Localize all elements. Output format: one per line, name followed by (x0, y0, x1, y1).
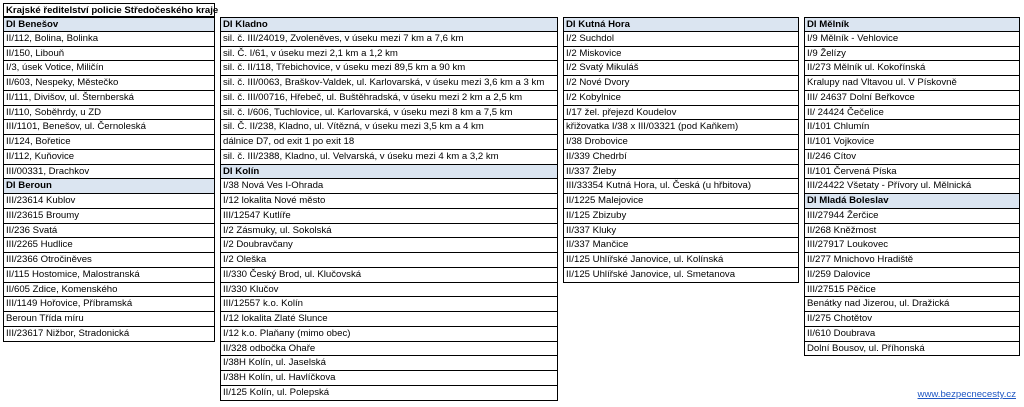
location-row: III/12547 Kutlíře (220, 209, 558, 224)
location-row: Dolní Bousov, ul. Příhonská (804, 342, 1020, 357)
location-row: sil. č. I/606, Tuchlovice, ul. Karlovarská, v úseku mezi 8 km a 7,5 km (220, 106, 558, 121)
location-row: II/101 Chlumín (804, 120, 1020, 135)
location-row: I/9 Želízy (804, 47, 1020, 62)
location-row: I/2 Suchdol (563, 32, 799, 47)
location-row: II/605 Zdice, Komenského (3, 283, 215, 298)
location-row: I/2 Kobylnice (563, 91, 799, 106)
location-row: I/38H Kolín, ul. Jaselská (220, 356, 558, 371)
location-row: I/38 Drobovice (563, 135, 799, 150)
location-row: II/337 Mančice (563, 238, 799, 253)
location-row: II/1225 Malejovice (563, 194, 799, 209)
location-row: III/23617 Nižbor, Stradonická (3, 327, 215, 342)
location-row: Benátky nad Jizerou, ul. Dražická (804, 297, 1020, 312)
location-row: II/111, Divišov, ul. Šternberská (3, 91, 215, 106)
location-row: II/236 Svatá (3, 224, 215, 239)
location-row: III/1149 Hořovice, Příbramská (3, 297, 215, 312)
location-row: II/277 Mnichovo Hradiště (804, 253, 1020, 268)
location-row: II/259 Dalovice (804, 268, 1020, 283)
location-row: I/9 Mělník - Vehlovice (804, 32, 1020, 47)
location-row: sil. č. III/24019, Zvoleněves, v úseku mezi 7 km a 7,6 km (220, 32, 558, 47)
location-row: sil. Č. II/238, Kladno, ul. Vítězná, v úseku mezi 3,5 km a 4 km (220, 120, 558, 135)
location-row: II/125 Zbizuby (563, 209, 799, 224)
location-row: I/2 Nové Dvory (563, 76, 799, 91)
location-row: III/27944 Žerčice (804, 209, 1020, 224)
location-row: II/ 24424 Čečelice (804, 106, 1020, 121)
location-row: II/273 Mělník ul. Kokořínská (804, 61, 1020, 76)
location-row: III/27917 Loukovec (804, 238, 1020, 253)
location-row: III/23614 Kublov (3, 194, 215, 209)
location-row: II/330 Klučov (220, 283, 558, 298)
location-row: II/115 Hostomice, Malostranská (3, 268, 215, 283)
district-header: DI Mělník (804, 17, 1020, 32)
district-header: DI Kutná Hora (563, 17, 799, 32)
location-row: II/610 Doubrava (804, 327, 1020, 342)
location-row: sil. Č. I/61, v úseku mezi 2,1 km a 1,2 km (220, 47, 558, 62)
location-row: II/275 Chotětov (804, 312, 1020, 327)
location-row: II/110, Soběhrdy, u ZD (3, 106, 215, 121)
location-row: II/337 Žleby (563, 165, 799, 180)
location-row: II/337 Kluky (563, 224, 799, 239)
location-row: I/3, úsek Votice, Miličín (3, 61, 215, 76)
location-row: II/101 Červená Píska (804, 165, 1020, 180)
district-header: DI Kolín (220, 165, 558, 180)
location-row: II/268 Kněžmost (804, 224, 1020, 239)
location-row: II/125 Uhlířské Janovice, ul. Kolínská (563, 253, 799, 268)
website-link[interactable]: www.bezpecnecesty.cz (917, 389, 1016, 400)
district-header: DI Mladá Boleslav (804, 194, 1020, 209)
location-row: dálnice D7, od exit 1 po exit 18 (220, 135, 558, 150)
location-row: Beroun Třída míru (3, 312, 215, 327)
location-row: I/38 Nová Ves I-Ohrada (220, 179, 558, 194)
location-row: sil. č. III/2388, Kladno, ul. Velvarská, v úseku mezi 4 km a 3,2 km (220, 150, 558, 165)
location-row: III/2265 Hudlice (3, 238, 215, 253)
location-row: II/328 odbočka Ohaře (220, 342, 558, 357)
location-row: III/ 24637 Dolní Beřkovce (804, 91, 1020, 106)
location-row: I/2 Zásmuky, ul. Sokolská (220, 224, 558, 239)
location-row: II/339 Chedrbí (563, 150, 799, 165)
column-kutna-hora (563, 17, 799, 283)
location-row: I/12 lokalita Nové město (220, 194, 558, 209)
location-row: II/150, Libouň (3, 47, 215, 62)
district-header: DI Beroun (3, 179, 215, 194)
location-row: sil. č. III/00716, Hřebeč, ul. Buštěhradská, v úseku mezi 2 km a 2,5 km (220, 91, 558, 106)
location-row: I/2 Svatý Mikuláš (563, 61, 799, 76)
location-row: III/27515 Pěčice (804, 283, 1020, 298)
column-benesov-beroun (3, 17, 215, 342)
location-row: I/12 k.o. Plaňany (mimo obec) (220, 327, 558, 342)
page-title: Krajské ředitelství policie Středočeského kraje (3, 3, 215, 17)
location-row: III/1101, Benešov, ul. Černoleská (3, 120, 215, 135)
location-row: II/125 Kolín, ul. Polepská (220, 386, 558, 401)
location-row: sil. č. III/0063, Braškov-Valdek, ul. Karlovarská, v úseku mezi 3,6 km a 3 km (220, 76, 558, 91)
location-row: I/12 lokalita Zlaté Slunce (220, 312, 558, 327)
location-row: I/2 Miskovice (563, 47, 799, 62)
location-row: I/2 Oleška (220, 253, 558, 268)
location-row: II/124, Bořetice (3, 135, 215, 150)
location-row: III/2366 Otročiněves (3, 253, 215, 268)
location-row: II/112, Kuňovice (3, 150, 215, 165)
location-row: III/12557 k.o. Kolín (220, 297, 558, 312)
location-row: III/24422 Všetaty - Přívory ul. Mělnická (804, 179, 1020, 194)
column-kladno-kolin (220, 17, 558, 401)
location-row: křižovatka I/38 x III/03321 (pod Kaňkem) (563, 120, 799, 135)
location-row: I/38H Kolín, ul. Havlíčkova (220, 371, 558, 386)
location-row: II/125 Uhlířské Janovice, ul. Smetanova (563, 268, 799, 283)
district-header: DI Benešov (3, 17, 215, 32)
location-row: III/00331, Drachkov (3, 165, 215, 180)
location-row: sil. č. II/118, Třebichovice, v úseku mezi 89,5 km a 90 km (220, 61, 558, 76)
location-row: Kralupy nad Vltavou ul. V Pískovně (804, 76, 1020, 91)
location-row: I/2 Doubravčany (220, 238, 558, 253)
location-row: I/17 žel. přejezd Koudelov (563, 106, 799, 121)
location-row: II/246 Cítov (804, 150, 1020, 165)
location-row: II/112, Bolina, Bolinka (3, 32, 215, 47)
location-row: II/603, Nespeky, Městečko (3, 76, 215, 91)
location-row: II/330 Český Brod, ul. Klučovská (220, 268, 558, 283)
location-row: II/101 Vojkovice (804, 135, 1020, 150)
column-melnik-mlada-boleslav (804, 17, 1020, 356)
location-row: III/23615 Broumy (3, 209, 215, 224)
location-row: III/33354 Kutná Hora, ul. Česká (u hřbitova) (563, 179, 799, 194)
district-header: DI Kladno (220, 17, 558, 32)
